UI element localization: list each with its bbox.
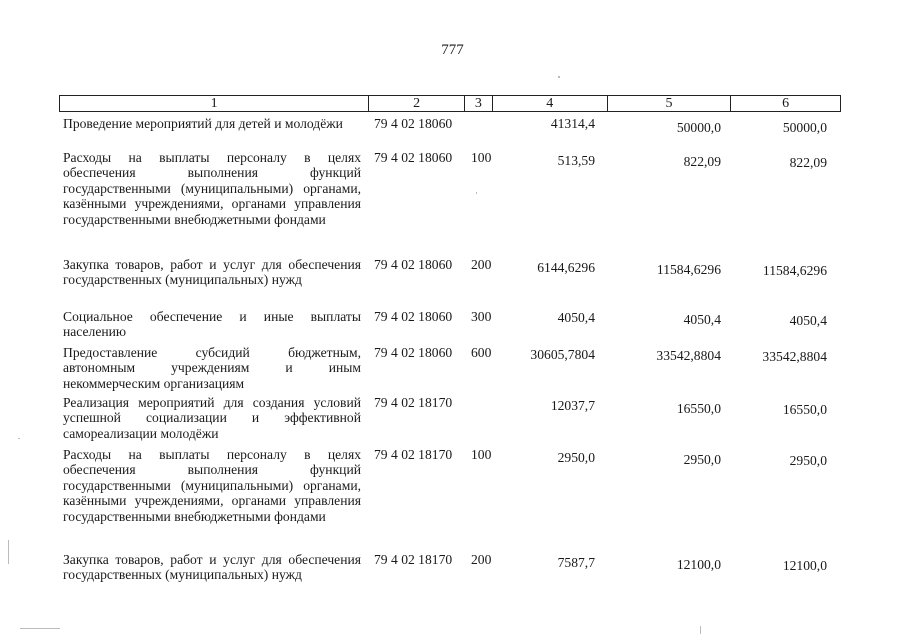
table-header <box>59 95 841 112</box>
row-name: Расходы на выплаты персоналу в целях обеспечения выполнения функций государственными (муниципальными) органами, казёнными учреждениями, органами управления государственными внебюджетными фондами <box>63 150 361 227</box>
header-col-6: 6 <box>782 96 790 111</box>
header-col-1: 1 <box>60 96 369 111</box>
row-type: 100 <box>471 447 492 462</box>
row-code: 79 4 02 18060 <box>374 345 453 360</box>
scan-speck <box>476 192 477 194</box>
row-type: 300 <box>471 309 492 324</box>
row-value-6: 16550,0 <box>782 402 827 417</box>
row-value-4: 7587,7 <box>557 555 595 570</box>
row-value-5: 4050,4 <box>683 312 721 327</box>
row-type: 200 <box>471 552 492 567</box>
row-code: 79 4 02 18060 <box>374 309 453 324</box>
row-name: Реализация мероприятий для создания условий успешной социализации и эффективной самореализации молодёжи <box>63 395 361 441</box>
header-col-2: 2 <box>369 96 465 111</box>
row-code: 79 4 02 18060 <box>374 257 453 272</box>
row-value-5: 11584,6296 <box>656 262 721 277</box>
row-value-4: 41314,4 <box>550 116 595 131</box>
row-value-4: 513,59 <box>557 153 595 168</box>
row-value-4: 6144,6296 <box>537 260 595 275</box>
row-value-6: 33542,8804 <box>762 349 827 364</box>
row-value-4: 2950,0 <box>557 450 595 465</box>
row-value-6: 822,09 <box>789 155 827 170</box>
row-type: 200 <box>471 257 492 272</box>
row-name: Расходы на выплаты персоналу в целях обеспечения выполнения функций государственными (муниципальными) органами, казёнными учреждениями, органами управления государственными внебюджетными фондами <box>63 447 361 524</box>
scan-speck <box>8 540 9 564</box>
row-code: 79 4 02 18170 <box>374 447 453 462</box>
scan-speck <box>700 626 701 634</box>
row-value-4: 30605,7804 <box>530 347 595 362</box>
row-value-5: 50000,0 <box>676 120 721 135</box>
row-value-5: 16550,0 <box>676 401 721 416</box>
scan-speck <box>558 76 560 78</box>
header-col-5: 5 <box>608 96 732 111</box>
scan-speck <box>18 438 20 439</box>
row-code: 79 4 02 18060 <box>374 116 453 131</box>
row-type: 600 <box>471 345 492 360</box>
row-value-4: 4050,4 <box>557 310 595 325</box>
row-value-4: 12037,7 <box>550 398 595 413</box>
row-value-6: 12100,0 <box>782 558 827 573</box>
row-value-5: 33542,8804 <box>656 348 721 363</box>
row-value-5: 2950,0 <box>683 452 721 467</box>
row-name: Предоставление субсидий бюджетным, автономным учреждениям и иным некоммерческим организациям <box>63 345 361 391</box>
row-type: 100 <box>471 150 492 165</box>
row-name: Закупка товаров, работ и услуг для обеспечения государственных (муниципальных) нужд <box>63 552 361 583</box>
row-value-5: 12100,0 <box>676 557 721 572</box>
row-code: 79 4 02 18170 <box>374 552 453 567</box>
row-value-6: 2950,0 <box>789 453 827 468</box>
page-number: 777 <box>441 42 464 58</box>
row-value-6: 11584,6296 <box>762 263 827 278</box>
row-name: Закупка товаров, работ и услуг для обеспечения государственных (муниципальных) нужд <box>63 257 361 288</box>
scan-speck <box>20 628 60 629</box>
row-code: 79 4 02 18060 <box>374 150 453 165</box>
row-name: Проведение мероприятий для детей и молодёжи <box>63 116 343 131</box>
row-value-6: 50000,0 <box>782 120 827 135</box>
row-value-5: 822,09 <box>683 154 721 169</box>
row-code: 79 4 02 18170 <box>374 395 453 410</box>
header-col-4: 4 <box>493 96 608 111</box>
row-value-6: 4050,4 <box>789 313 827 328</box>
header-col-3: 3 <box>465 96 493 111</box>
row-name: Социальное обеспечение и иные выплаты населению <box>63 309 361 340</box>
